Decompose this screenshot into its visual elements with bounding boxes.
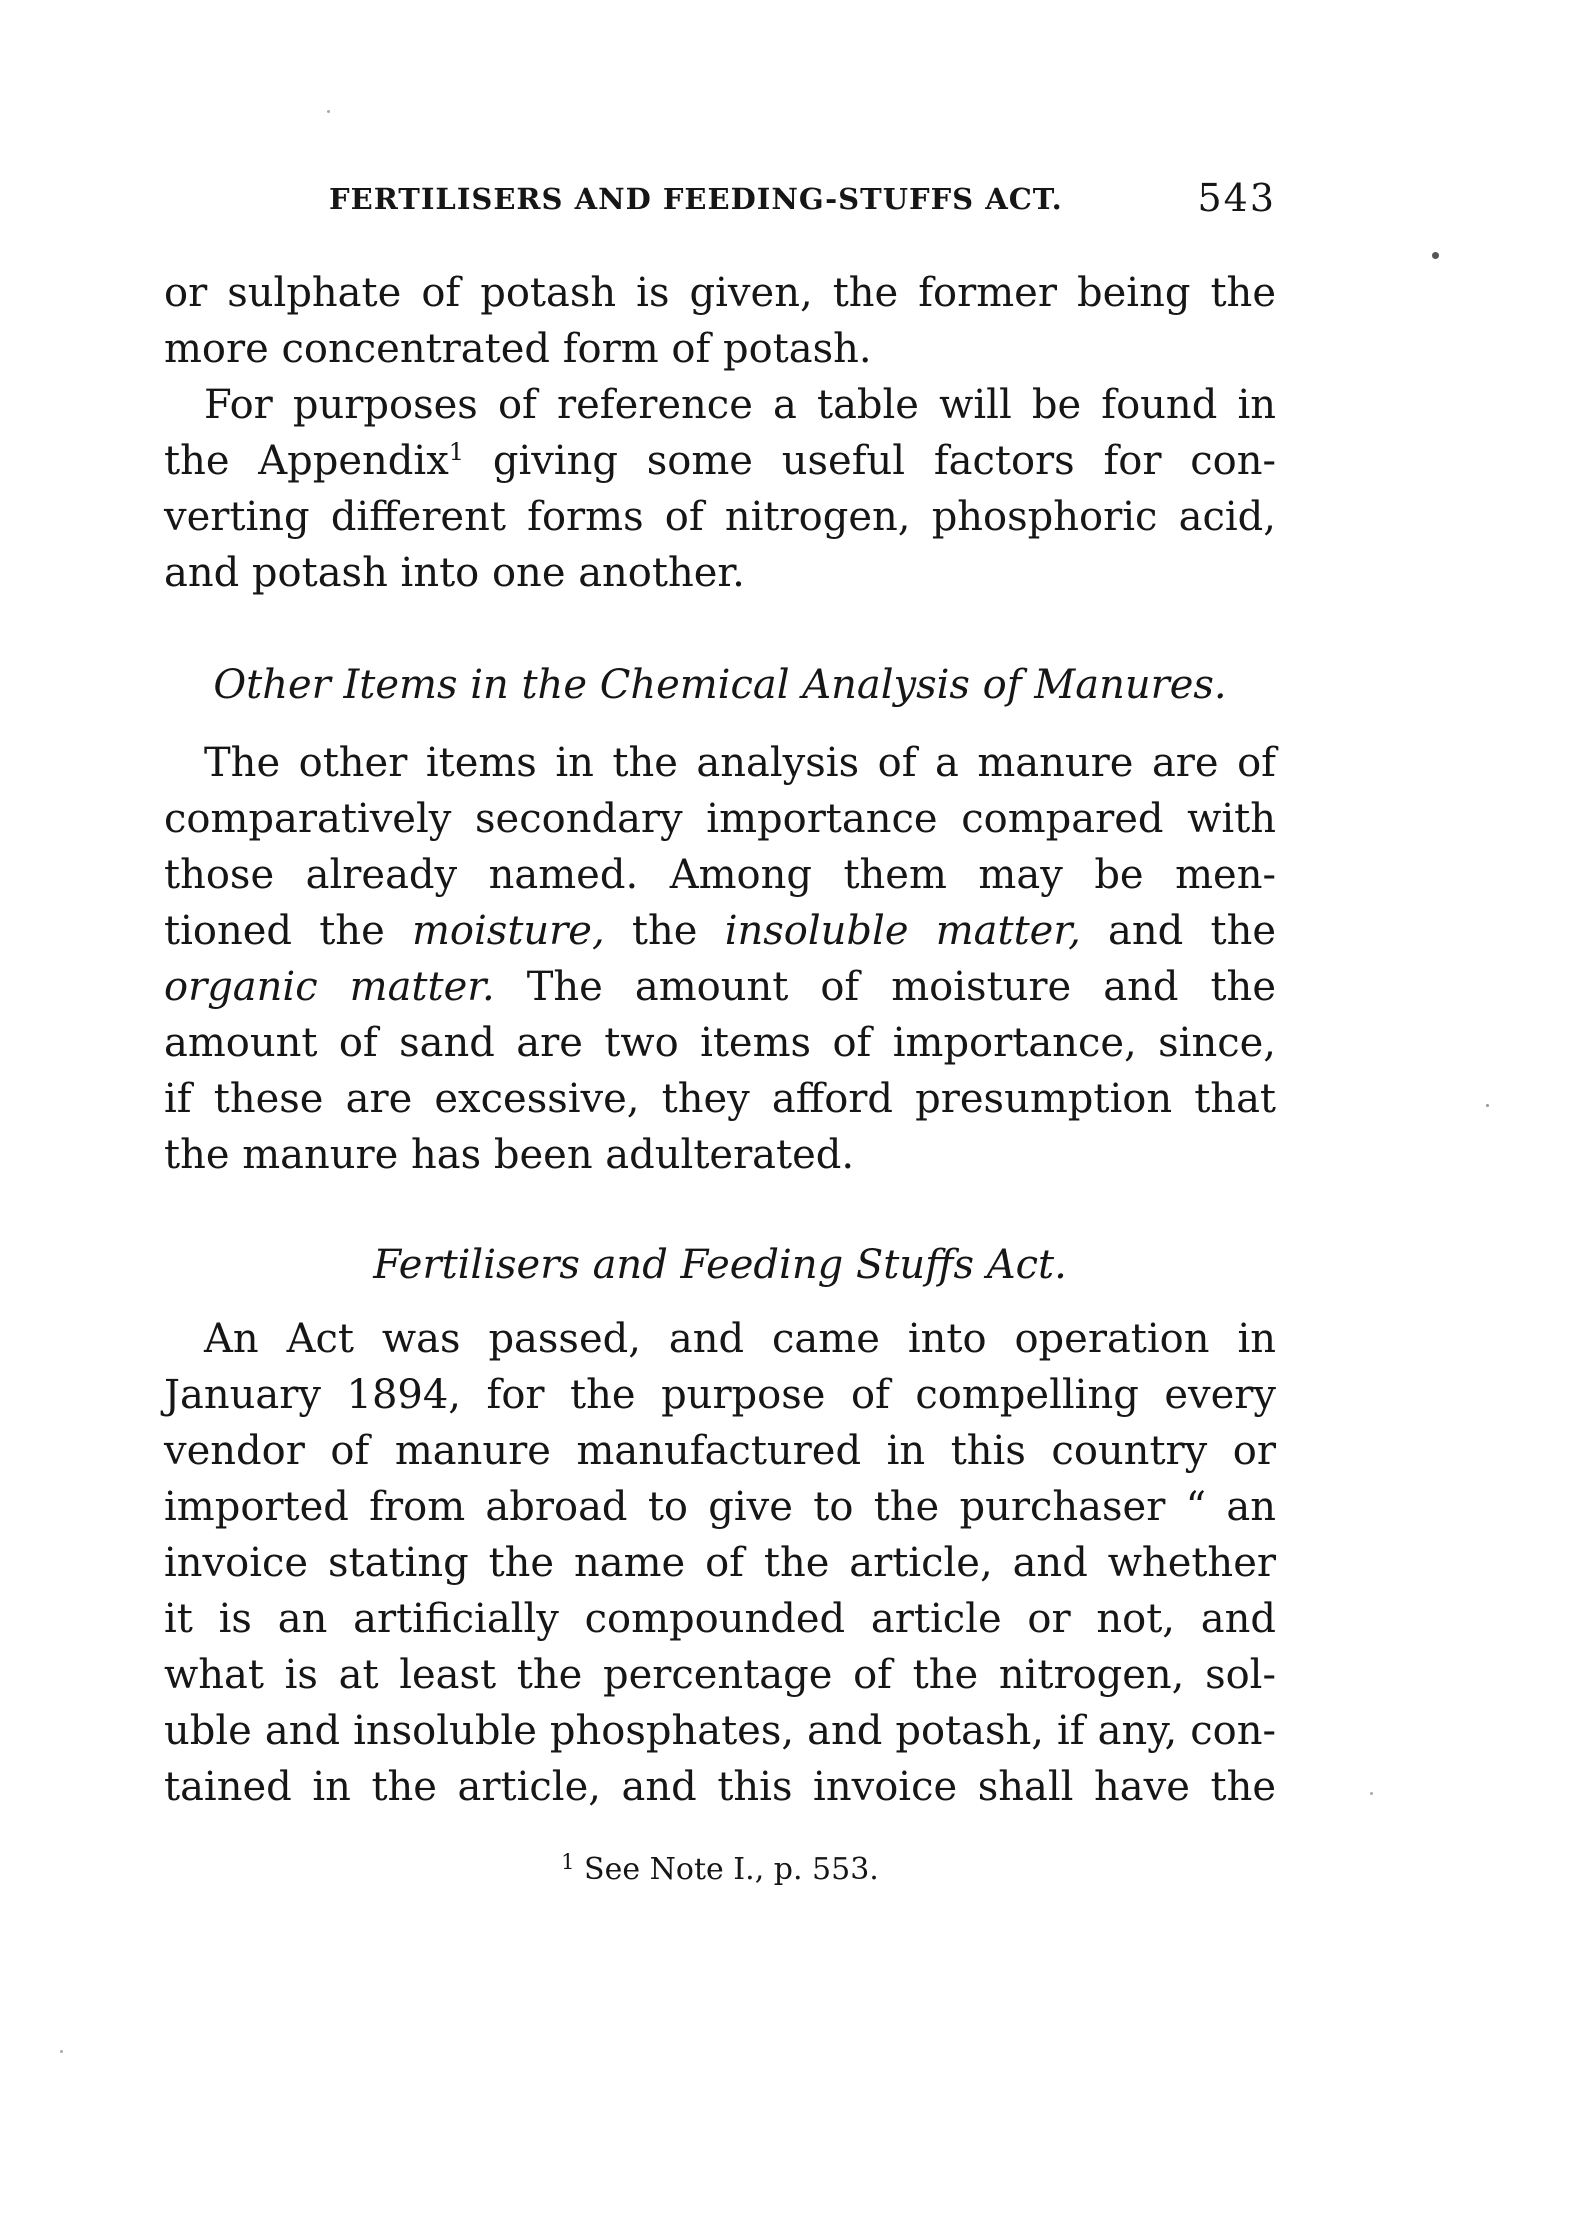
paragraph-1-line-1: or sulphate of potash is given, the former being the <box>164 270 1276 316</box>
section-heading-other-items: Other Items in the Chemical Analysis of Manures. <box>213 662 1227 708</box>
running-head: FERTILISERS AND FEEDING-STUFFS ACT. <box>329 182 1063 216</box>
paragraph-3-line-8: the manure has been adulterated. <box>164 1132 855 1178</box>
paragraph-4-line-5: invoice stating the name of the article, and whether <box>164 1540 1276 1586</box>
paragraph-3-line-4 <box>164 906 1276 956</box>
paragraph-3-line-1: The other items in the analysis of a manure are of <box>204 740 1276 786</box>
paragraph-4-line-4: imported from abroad to give to the purchaser “ an <box>164 1484 1276 1530</box>
text-span: the <box>604 908 725 954</box>
paragraph-4-line-7: what is at least the percentage of the nitrogen, sol- <box>164 1652 1276 1698</box>
footnote-text: See Note I., p. 553. <box>574 1852 879 1887</box>
speck <box>60 2050 63 2053</box>
paragraph-3-line-7: if these are excessive, they afford presumption that <box>164 1076 1276 1122</box>
italic-term-insoluble-matter: insoluble matter, <box>724 908 1081 954</box>
text-span: and the <box>1080 908 1277 954</box>
text-span: The amount of moisture and the <box>494 964 1276 1010</box>
speck <box>327 110 330 113</box>
paragraph-4-line-1: An Act was passed, and came into operation in <box>204 1316 1276 1362</box>
footnote-reference: 1 <box>448 438 465 466</box>
speck <box>1432 252 1439 259</box>
speck <box>1486 1104 1489 1107</box>
section-heading-act: Fertilisers and Feeding Stuffs Act. <box>373 1242 1067 1288</box>
paragraph-4-line-9: tained in the article, and this invoice shall have the <box>164 1764 1276 1810</box>
footnote-mark: 1 <box>561 1850 575 1874</box>
text-span: the Appendix <box>164 438 449 484</box>
paragraph-3-line-2: comparatively secondary importance compared with <box>164 796 1276 842</box>
text-span: giving some useful factors for con- <box>464 438 1277 484</box>
paragraph-2-line-1: For purposes of reference a table will be found in <box>204 382 1276 428</box>
paragraph-2-line-4: and potash into one another. <box>164 550 745 596</box>
paragraph-4-line-2: January 1894, for the purpose of compelling every <box>164 1372 1276 1418</box>
footnote <box>164 1850 1276 1890</box>
italic-term-moisture: moisture, <box>412 908 605 954</box>
paragraph-1-line-2: more concentrated form of potash. <box>164 326 872 372</box>
text-span: tioned the <box>164 908 412 954</box>
page-number: 543 <box>1197 176 1276 220</box>
paragraph-3-line-3: those already named. Among them may be men- <box>164 852 1276 898</box>
paragraph-2-line-2 <box>164 436 1276 486</box>
paragraph-4-line-3: vendor of manure manufactured in this country or <box>164 1428 1276 1474</box>
speck <box>1370 1792 1373 1795</box>
page-header <box>164 176 1276 232</box>
paragraph-2-line-3: verting different forms of nitrogen, phosphoric acid, <box>164 494 1276 540</box>
paragraph-3-line-5 <box>164 962 1276 1012</box>
paragraph-4-line-8: uble and insoluble phosphates, and potash, if any, con- <box>164 1708 1276 1754</box>
paragraph-4-line-6: it is an artificially compounded article or not, and <box>164 1596 1276 1642</box>
paragraph-3-line-6: amount of sand are two items of importance, since, <box>164 1020 1276 1066</box>
italic-term-organic-matter: organic matter. <box>164 964 495 1010</box>
